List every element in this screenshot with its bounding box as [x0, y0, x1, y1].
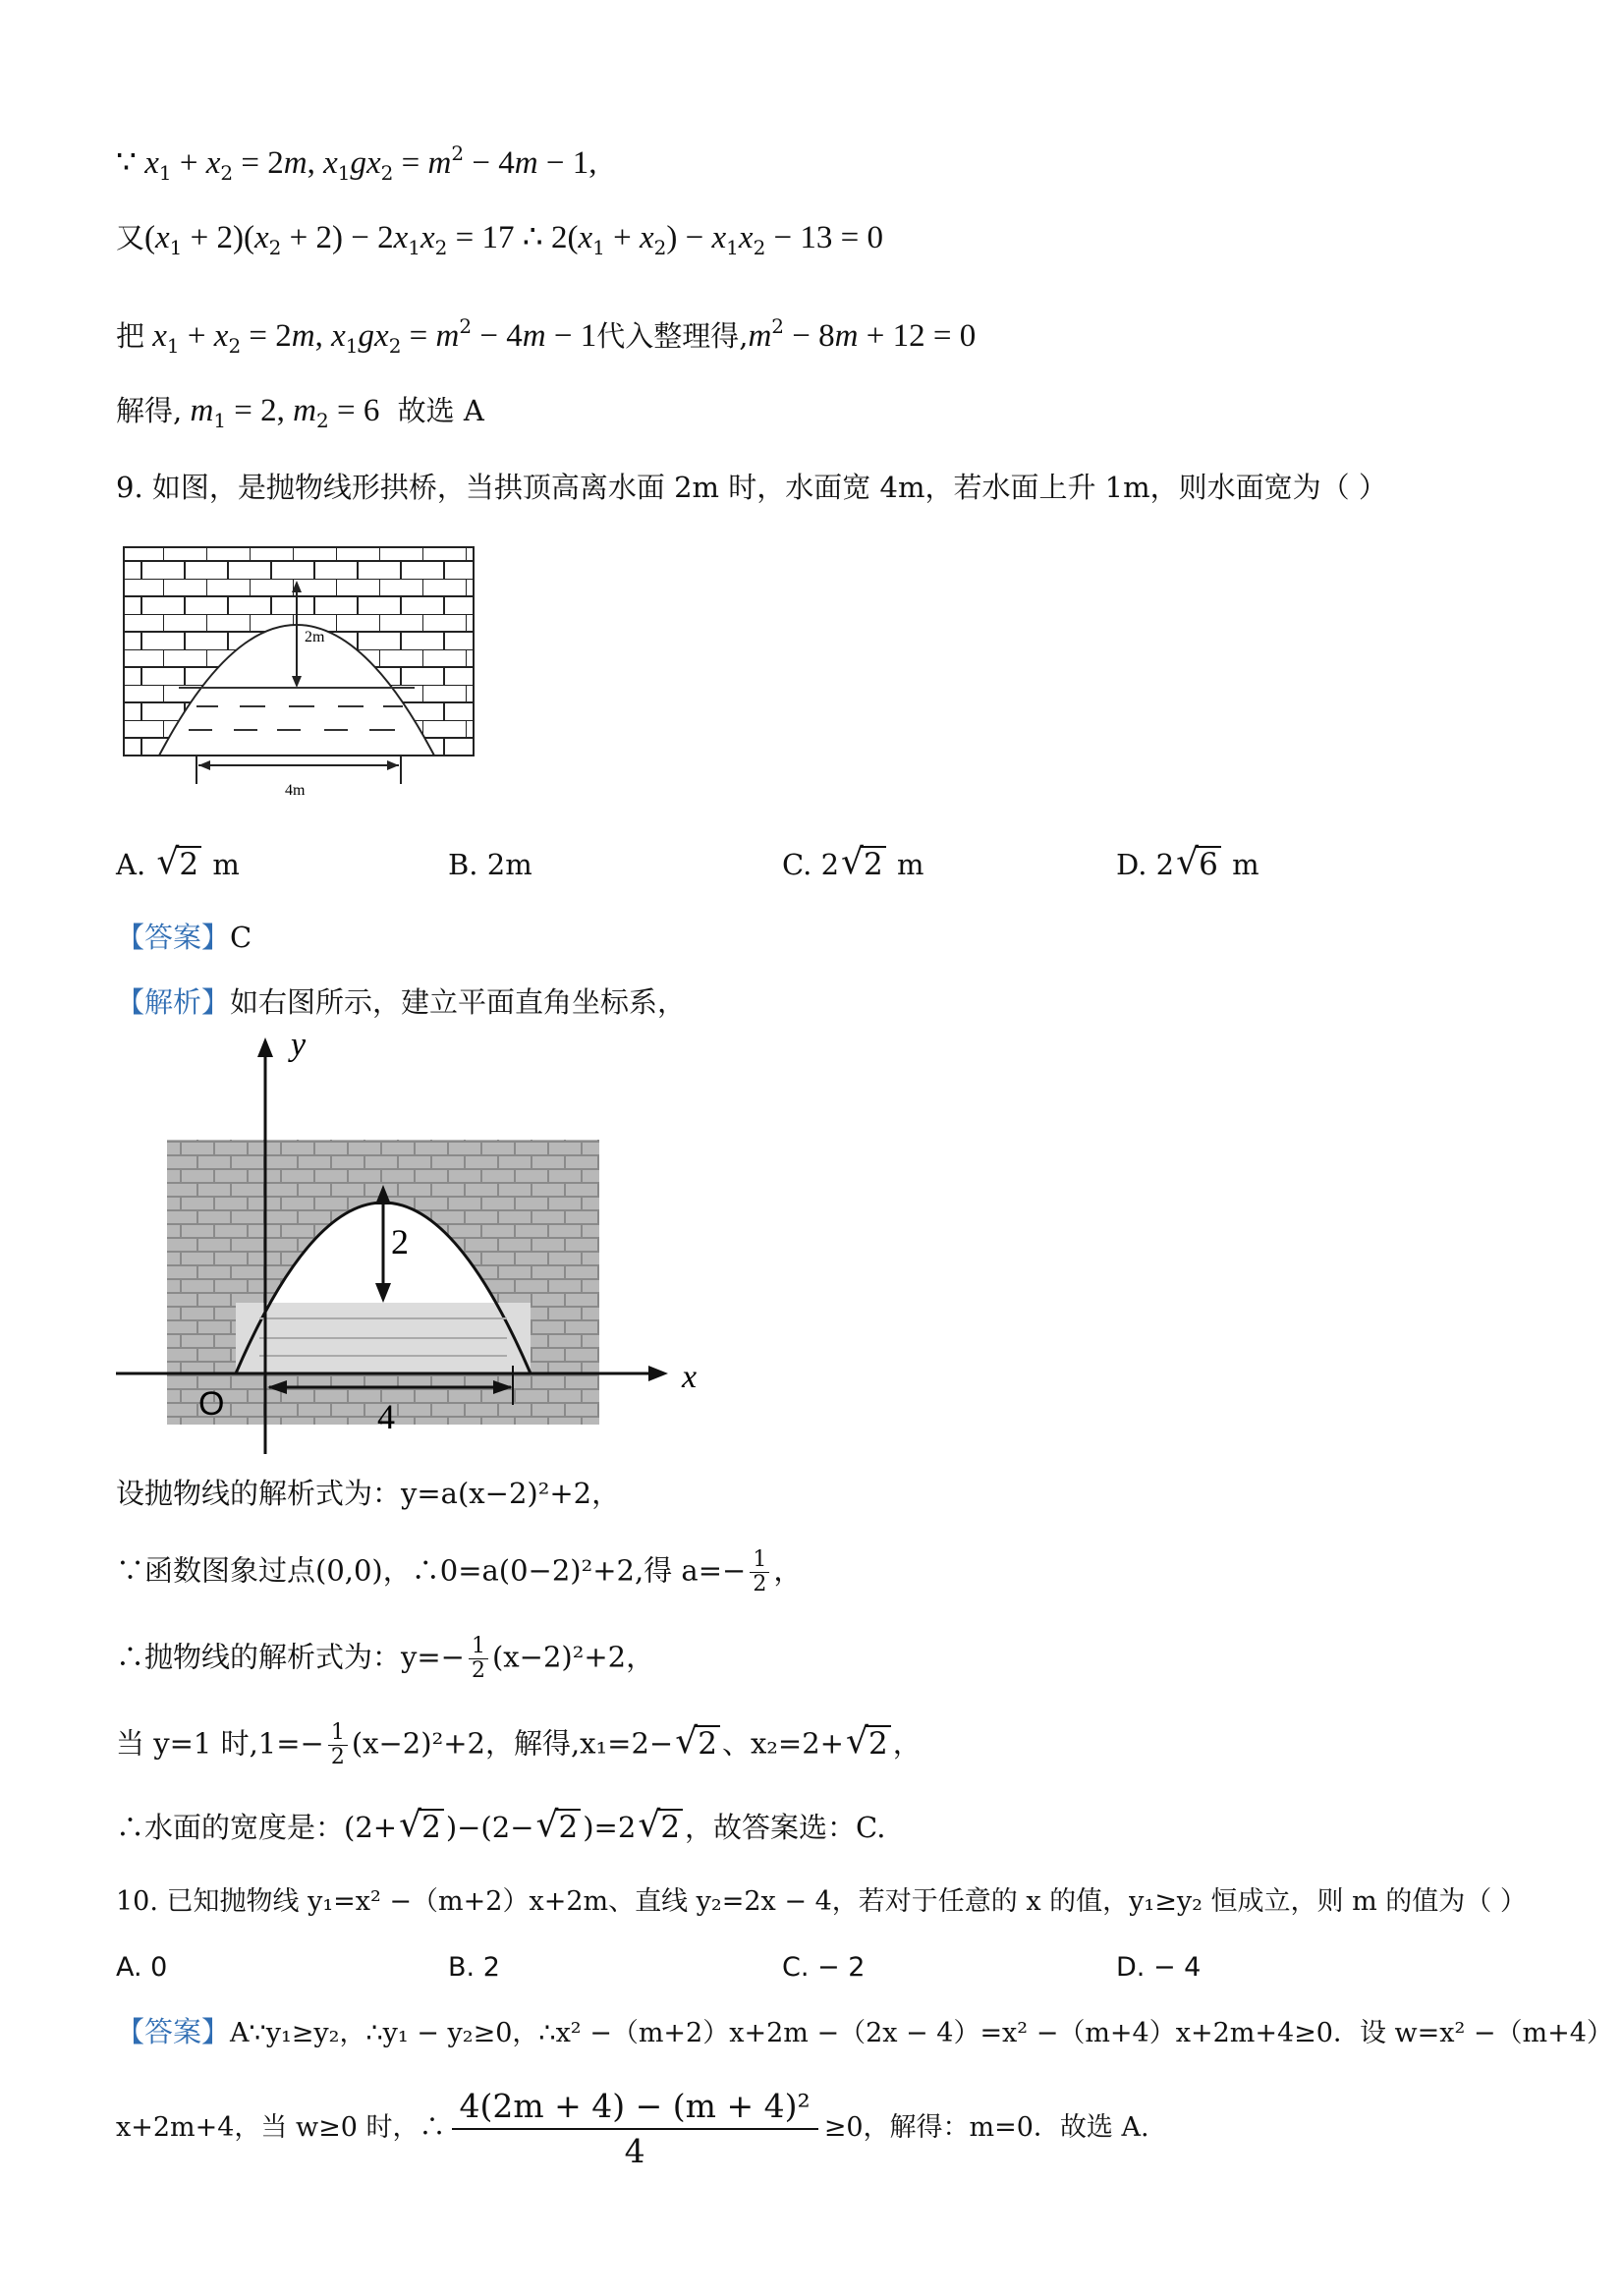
sqrt-sign: √ 2 [399, 1808, 444, 1847]
q10-option-a: A. 0 [116, 1952, 168, 1983]
analysis-line-2: ∵函数图象过点(0,0)，∴0=a(0−2)²+2,得 a=− $\frac{1}{2}$ ， [116, 1547, 803, 1596]
analysis-line-3: ∴抛物线的解析式为：y=− $\frac{1}{2}$ (x−2)²+2， [116, 1634, 655, 1683]
q10-answer-line-1: 【答案】A∵y₁≥y₂，∴y₁ − y₂≥0，∴x² −（m+2）x+2m −（2x − 4）=x² −（m+4）x+2m+4≥0．设 w=x² −（m+4） [116, 2015, 1613, 2048]
solution-line-4: 解得, $m_1 = 2$, $m_2 = 6$ 故选 A [116, 393, 484, 432]
sqrt-sign: √ 2 [638, 1808, 683, 1847]
sqrt-sign: √ 2 [846, 1724, 891, 1764]
fraction: $\frac{1}{2}$ [469, 1635, 488, 1683]
height-label: 2 [391, 1222, 409, 1261]
q9-option-c: C. 2√ 2 m [782, 845, 924, 884]
analysis-line-5: ∴水面的宽度是：(2+√ 2 )−(2−√ 2 )=2√ 2 ，故答案选：C. [116, 1808, 885, 1847]
line2-prefix: 又 [116, 221, 145, 254]
sqrt-sign: √ 6 [1176, 845, 1221, 884]
q10-option-c: C. − 2 [782, 1952, 866, 1983]
sqrt-sign: √ 2 [156, 845, 201, 884]
q10-stem: 10. 已知抛物线 y₁=x² −（m+2）x+2m、直线 y₂=2x − 4，若对于任意的 x 的值，y₁≥y₂ 恒成立，则 m 的值为（ ） [116, 1886, 1527, 1917]
analysis-line-4: 当 y=1 时,1=− $\frac{1}{2}$ (x−2)²+2，解得,x₁=2−√ 2 、x₂=2+√ 2 ， [116, 1721, 922, 1769]
analysis-line-1: 设抛物线的解析式为：y=a(x−2)²+2， [116, 1477, 621, 1510]
sqrt-sign: √ 2 [841, 845, 886, 884]
q9-bridge-figure [120, 543, 479, 804]
solution-line-3: 把 $x_1 + x_2 = 2m$, $x_1gx_2 = m^2 - 4m - 1$代入整理得$,m^2 - 8m + 12 = 0$ [116, 314, 977, 358]
q9-option-d: D. 2√ 6 m [1116, 845, 1259, 884]
x-axis-label: x [682, 1359, 698, 1395]
width-label: 4 [377, 1397, 395, 1436]
q9-stem: 9. 如图，是抛物线形拱桥，当拱顶高离水面 2m 时，水面宽 4m，若水面上升 1m，则水面宽为（ ） [116, 471, 1387, 504]
fig-width-label: 4m [285, 782, 306, 799]
sqrt-sign: √ 2 [536, 1808, 582, 1847]
sqrt-sign: √ 2 [675, 1724, 720, 1764]
solution-line-2: 又$(x_1 + 2)(x_2 + 2) - 2x_1x_2 = 17$ ∴ $2(x_1 + x_2) - x_1x_2 - 13 = 0$ [116, 220, 884, 259]
line4-tail: 故选 A [397, 394, 484, 427]
q9-answer: 【答案】C [116, 921, 252, 954]
q10-option-d: D. − 4 [1116, 1952, 1202, 1983]
solution-line-1: ∵ $x_1 + x_2 = 2m$, $x_1gx_2 = m^2 - 4m - 1$, [116, 141, 597, 185]
line3-prefix: 把 [116, 319, 145, 353]
fraction: $\frac{1}{2}$ [750, 1548, 769, 1596]
q10-option-b: B. 2 [448, 1952, 500, 1983]
q9-analysis: 【解析】如右图所示，建立平面直角坐标系， [116, 985, 687, 1019]
q10-answer-line-2: x+2m+4，当 w≥0 时，∴ $\frac{\text{4(2m + 4) − (m + 4)²}}{4}$ ≥0，解得：m=0．故选 A. [116, 2081, 1149, 2175]
fraction: $\frac{\text{4(2m + 4) − (m + 4)²}}{4}$ [452, 2085, 818, 2173]
fig-height-label: 2m [305, 629, 325, 645]
y-axis-label: y [291, 1032, 307, 1063]
answer-tag: 【答案】 [116, 921, 231, 954]
analysis-tag: 【解析】 [116, 985, 231, 1019]
line4-prefix: 解得, [116, 394, 183, 427]
line3-mid: 代入整理得, [596, 319, 749, 353]
q9-option-b: B. 2m [448, 848, 532, 881]
origin-label: O [198, 1385, 225, 1423]
answer-tag: 【答案】 [116, 2015, 231, 2048]
q9-option-a: A. √ 2 m [116, 845, 240, 884]
q9-coordinate-figure [114, 1032, 713, 1459]
fraction: $\frac{1}{2}$ [328, 1721, 348, 1769]
